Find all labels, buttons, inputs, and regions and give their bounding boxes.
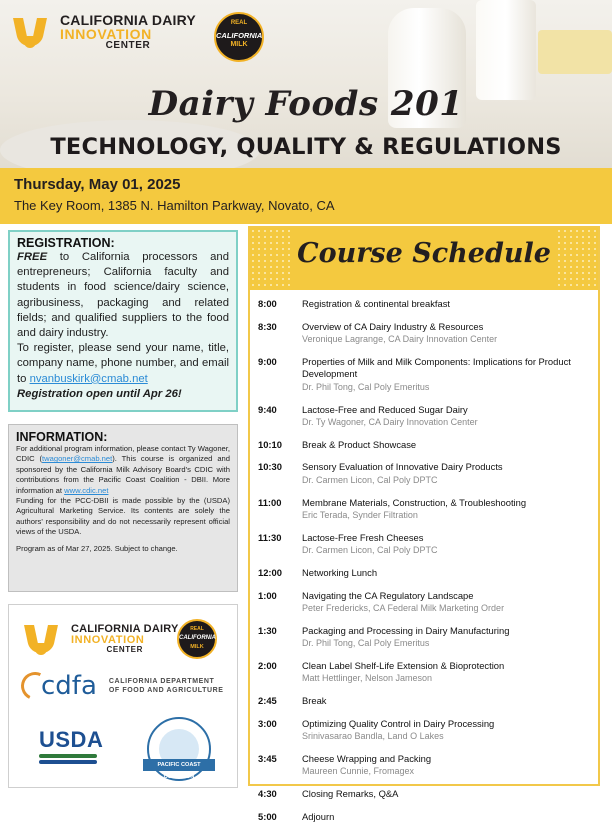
schedule-time: 8:30 <box>258 320 277 332</box>
schedule-session-title: Navigating the CA Regulatory Landscape <box>302 589 474 601</box>
hero-banner <box>0 0 612 168</box>
partner-logo-line3: CENTER <box>106 645 143 655</box>
partner-cdic-logo <box>23 619 179 659</box>
logo-line1: CALIFORNIA DAIRY <box>60 11 196 28</box>
event-info-band <box>0 168 612 224</box>
schedule-session-title: Networking Lunch <box>302 566 378 578</box>
cdfa-dept-line2: OF FOOD AND AGRICULTURE <box>108 687 224 694</box>
info-text-part1: For additional program information, please contact Ty Wagoner, CDIC ( <box>16 444 230 464</box>
schedule-session-title: Optimizing Quality Control in Dairy Processing <box>302 717 495 729</box>
schedule-time: 9:40 <box>258 403 277 415</box>
registration-email-link[interactable]: nvanbuskirk@cmab.net <box>29 372 148 385</box>
cdfa-wordmark: cdfa <box>41 671 97 701</box>
schedule-time: 9:00 <box>258 355 277 367</box>
schedule-speaker: Dr. Carmen Licon, Cal Poly DPTC <box>302 474 438 485</box>
schedule-item <box>258 811 590 823</box>
cdic-mark-icon <box>23 619 63 659</box>
cdfa-logo <box>21 671 224 701</box>
schedule-item <box>258 753 590 778</box>
free-label: FREE <box>17 251 48 263</box>
schedule-item <box>258 497 590 522</box>
information-heading: INFORMATION: <box>16 430 108 444</box>
schedule-list <box>250 298 598 823</box>
schedule-item <box>258 461 590 486</box>
real-california-milk-seal-icon <box>214 12 264 62</box>
cdfa-dept-line1: CALIFORNIA DEPARTMENT <box>108 678 215 685</box>
schedule-session-title: Clean Label Shelf-Life Extension & Bioprotection <box>302 659 505 671</box>
schedule-time: 1:30 <box>258 624 277 636</box>
schedule-time: 1:00 <box>258 589 277 601</box>
schedule-item <box>258 718 590 743</box>
schedule-time: 2:45 <box>258 695 277 707</box>
registration-heading: REGISTRATION: <box>17 236 115 250</box>
schedule-speaker: Dr. Phil Tong, Cal Poly Emeritus <box>302 638 430 649</box>
schedule-item <box>258 567 590 580</box>
schedule-session-title: Adjourn <box>302 810 335 822</box>
schedule-speaker: Peter Fredericks, CA Federal Milk Marketing Order <box>302 603 505 614</box>
schedule-session-title: Sensory Evaluation of Innovative Dairy Products <box>302 461 503 473</box>
info-text-part2: ). This course is organized and sponsored by the California Milk Advisory Board's CDIC with contributions from the Pacific Coast Coalition - DBII. More information at <box>16 454 231 495</box>
instructions-text: To register, please send your name, title, company name, phone number, and email to <box>17 342 229 385</box>
schedule-header <box>250 228 598 290</box>
schedule-session-title: Overview of CA Dairy Industry & Resources <box>302 320 484 332</box>
pacific-coast-coalition-logo <box>147 717 211 781</box>
funding-text: Funding for the PCC-DBII is made possible by the (USDA) Agricultural Marketing Service. Its contents are solely the authors' responsibility and do not necessarily represent official views of the USDA. <box>16 496 230 537</box>
partner-milk-seal-icon <box>177 619 217 659</box>
event-date: Thursday, May 01, 2025 <box>14 176 181 193</box>
schedule-session-title: Break <box>302 695 327 707</box>
schedule-speaker: Maureen Cunnie, Fromagex <box>302 766 415 777</box>
schedule-item <box>258 298 590 311</box>
schedule-item <box>258 788 590 801</box>
cdic-mark-icon <box>12 12 52 52</box>
partner-seal-bottom: MILK <box>190 644 204 650</box>
schedule-session-title: Break & Product Showcase <box>302 438 417 450</box>
cheese-image <box>538 30 612 74</box>
schedule-session-title: Cheese Wrapping and Packing <box>302 752 432 764</box>
course-schedule-panel <box>248 226 600 822</box>
schedule-time: 5:00 <box>258 810 277 822</box>
schedule-item <box>258 590 590 615</box>
schedule-session-title: Properties of Milk and Milk Components: Implications for Product Development <box>302 355 571 380</box>
contact-email-link[interactable]: twagoner@cmab.net <box>42 454 113 464</box>
partner-logo-line1: CALIFORNIA DAIRY <box>71 622 179 635</box>
schedule-time: 10:30 <box>258 461 282 473</box>
logo-line2: INNOVATION <box>60 25 152 42</box>
partner-logos <box>8 604 238 788</box>
partner-logo-line2: INNOVATION <box>71 633 145 646</box>
schedule-speaker: Srinivasarao Bandla, Land O Lakes <box>302 731 444 742</box>
schedule-time: 10:10 <box>258 438 282 450</box>
schedule-item <box>258 695 590 708</box>
schedule-item <box>258 356 590 394</box>
schedule-time: 8:00 <box>258 298 277 309</box>
schedule-time: 4:30 <box>258 788 277 800</box>
schedule-time: 2:00 <box>258 659 277 671</box>
course-subtitle: TECHNOLOGY, QUALITY & REGULATIONS <box>50 134 562 160</box>
usda-wordmark: USDA <box>39 727 104 752</box>
cdic-website-link[interactable]: www.cdic.net <box>64 485 109 495</box>
schedule-time: 3:45 <box>258 752 277 764</box>
schedule-session-title: Packaging and Processing in Dairy Manufacturing <box>302 624 510 636</box>
course-title: Dairy Foods 201 <box>148 84 464 124</box>
schedule-speaker: Matt Hettlinger, Nelson Jameson <box>302 673 433 684</box>
registration-eligibility <box>17 250 229 341</box>
schedule-item <box>258 660 590 685</box>
information-text <box>16 444 230 496</box>
schedule-item <box>258 404 590 429</box>
usda-logo <box>39 727 104 767</box>
schedule-title: Course Schedule <box>297 238 551 269</box>
seal-bottom: MILK <box>230 41 248 48</box>
pcc-ribbon-text: PACIFIC COAST COALITION <box>143 759 215 771</box>
registration-deadline: Registration open until Apr 26! <box>17 387 182 400</box>
registration-instructions <box>17 341 229 387</box>
partner-seal-top: REAL <box>190 626 204 632</box>
seal-top: REAL <box>230 20 248 26</box>
schedule-speaker: Dr. Ty Wagoner, CA Dairy Innovation Center <box>302 417 478 428</box>
schedule-speaker: Veronique Lagrange, CA Dairy Innovation Center <box>302 334 498 345</box>
schedule-session-title: Closing Remarks, Q&A <box>302 788 399 800</box>
logo-line3: CENTER <box>105 40 151 52</box>
program-date-note: Program as of Mar 27, 2025. Subject to change. <box>16 543 178 553</box>
schedule-speaker: Dr. Carmen Licon, Cal Poly DPTC <box>302 545 438 556</box>
seal-middle: CALIFORNIA <box>216 31 263 40</box>
schedule-session-title: Lactose-Free Fresh Cheeses <box>302 531 424 543</box>
schedule-item <box>258 321 590 346</box>
schedule-session-title: Registration & continental breakfast <box>302 298 450 309</box>
schedule-speaker: Eric Terada, Synder Filtration <box>302 510 418 521</box>
schedule-time: 12:00 <box>258 566 282 578</box>
registration-box <box>8 230 238 412</box>
event-location: The Key Room, 1385 N. Hamilton Parkway, Novato, CA <box>14 198 335 213</box>
information-box <box>8 424 238 592</box>
partner-seal-middle: CALIFORNIA <box>179 635 216 641</box>
schedule-time: 3:00 <box>258 717 277 729</box>
schedule-session-title: Membrane Materials, Construction, & Troubleshooting <box>302 496 527 508</box>
eligibility-text: to California processors and entrepreneurs; California faculty and students in food science/dairy science, agribusiness, packaging and related fields; and qualified suppliers to the food and dairy industry. <box>17 251 229 340</box>
schedule-item <box>258 532 590 557</box>
schedule-item <box>258 625 590 650</box>
schedule-speaker: Dr. Phil Tong, Cal Poly Emeritus <box>302 381 430 392</box>
cdic-logo <box>12 12 196 52</box>
schedule-time: 11:00 <box>258 496 282 508</box>
schedule-item <box>258 439 590 452</box>
schedule-time: 11:30 <box>258 531 282 543</box>
schedule-session-title: Lactose-Free and Reduced Sugar Dairy <box>302 403 468 415</box>
